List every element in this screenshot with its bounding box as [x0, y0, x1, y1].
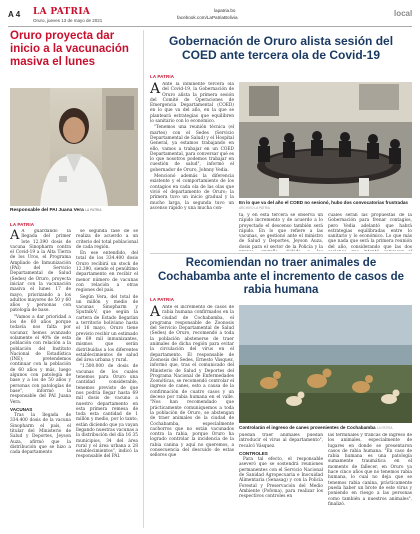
- rabia-col2-para-2: Para tal efecto, el responsable aseveró que se sostendrá reuniones permanentes con el Servicio Nacional de Sanidad Agropecuaria e Inocuidad Alimentaria (Senasag) y con la Policía Forestal y Preservación del Medio Ambiente (Pofoma), para realizar los respectivos controles en: [239, 457, 323, 500]
- left-column-2: [76, 229, 138, 529]
- coed-col1-para-2: "Tenemos una reunión técnica (el martes) con el Sedes (Servicio Departamental de Salud) y el Hospital General, ya estamos trabajando en ello, vamos a trabajar en un COED Departamental, para conversar qué es lo que nosotros podemos trabajar en cuestión de salud", informó el gobernador de Oruro, Johnny Vedia.: [150, 125, 234, 173]
- rabia-byline: LA PATRIA: [150, 297, 175, 302]
- left-photo-caption: Responsable del PAI Juana Vera LA PATRIA: [10, 208, 102, 213]
- section-label: local: [394, 9, 413, 18]
- coed-col1-para-3: Mencionó además la diferencia existente y el comportamiento de los contagios en cada ola de las olas que vivió el departamento de Oruro; la primera tuvo un inicio gradual y la mucho larga, la segunda tuvo un ascenso rápido y una mucha con-: [150, 174, 234, 211]
- person-illustration: [10, 88, 138, 206]
- controles-subtitle: CONTROLES: [239, 450, 268, 456]
- rabia-col1-text: Ante el incremento de casos de rabia humana confirmados en la ciudad de Cochabamba, el programa responsable de Zoonosis del Servicio Departamental de Salud (Sedes) de Oruro, recomendó a toda la población abstenerse de traer animales de dicha región para evitar la circulación del virus en el departamento. El responsable de Zoonosis del Sedes, Ernesto Vásquez, informó que, tras el comunicado del Ministerio de Salud y Deportes del Programa Nacional de Enfermedades Zoonóticas, se recomendó controlar el ingreso de canes, esto a causa de la confirmación de cuatro casos y un deceso por rabia humana en el valle. "Nos han recomendado que prácticamente comuniquemos a toda la población de Oruro, se abstengan de traer animales de la ciudad de Cochabamba, especialmente cachorros que no están vacunados contra la rabia, porque Oruro ha logrado controlar la incidencia de la rabia canina y aquí no queremos, a consecuencia del descuido de estas señores que: [150, 305, 234, 459]
- story-separator: [150, 253, 412, 254]
- left-col2-para-3: Según Vera, del total de un millón y medio de vacunas Sinopharm y Sputnik-V, que según la cartera de Estado llegarían a territorio boliviano hasta el 16 mayo, Oruro tiene previsto recibir un estimado de 69 mil inmunizantes, mismos que serán distribuidas a los diferentes establecimientos de salud del área urbana y rural.: [76, 294, 138, 364]
- coed-col1-para-1: Ante la inminente tercera ola del Covid-19, la Gobernación de Oruro alista la primera sesión del Comité de Operaciones de Emergencia Departamental (COED) en lo que va del año, en la que se planteará estrategias que equilibren lo sanitario con lo económico.: [150, 82, 234, 125]
- website-link[interactable]: lapatria.bo: [214, 8, 236, 13]
- meeting-illustration: [239, 82, 412, 198]
- page-number: A 4: [8, 10, 21, 19]
- rabia-headline: Recomiendan no traer animales de Cochabamba ante el incremento de casos de rabia humana: [157, 257, 405, 296]
- newspaper-logo: LA PATRIA: [33, 7, 91, 17]
- coed-column-1: A Ante la inminente tercera ola del Covid-19, la Gobernación de Oruro alista la primera sesión del Comité de Operaciones de Emergencia Departamental (COED) en lo que va del año, en la que se planteará estrategias que equilibren lo sanitario con lo económico. "Tenemos una reunión técnica (el martes) con el Sedes (Servicio Departamental de Salud) y el Hospital General, ya estamos trabajando en ello, vamos a trabajar en un COED Departamental, para conversar qué es lo que nosotros podemos trabajar en cuestión de salud", informó el gobernador de Oruro, Johnny Vedia. Mencionó además la diferencia existente y el comportamiento de los contagios en cada ola de las olas que vivió el departamento de Oruro; la primera tuvo un inicio gradual y la mucho larga, la segunda tuvo un ascenso rápido y una mucha con-: [150, 82, 234, 211]
- facebook-link[interactable]: facebook.com/LaPatriaBolivia: [177, 15, 238, 20]
- coed-headline: Gobernación de Oruro alista sesión del COED ante tercera ola de Covid-19: [168, 34, 394, 62]
- rabia-column-3: las terminales y trancas de ingreso de los animales, especialmente de lugares en donde se presentaron casos de rabia humana. "En caso de rabia humana es una patología sumamente traumática en el momento de fallecer, en Oruro ya hace cinco años que no tenemos rabia humana, lo cual no deja que se tenemos rabia canina, prácticamente pueda haber un brote de este virus y poniendo en riesgo a las personas como también a nuestros animales", finalizó.: [328, 433, 412, 507]
- coed-photo-credit: ARCHIVO LA PATRIA: [239, 206, 271, 210]
- vacunas-subtitle: VACUNAS: [10, 406, 33, 412]
- left-col2-para-1: se segunda fase de se realiza de acuerdo a un criterio del total poblacional de cada región.: [76, 229, 138, 250]
- coed-column-2: ta, y en esta tercera se observa un rápido incremento y de acuerdo a lo proyectado el descenso también será rápido. En lo que refiere a las vacunas, se gestionó ante el ministro de Salud y Deportes, Jeyson Auza, dosis para el sector de la Policía y la: [239, 213, 323, 250]
- juana-vera-photo: [10, 88, 138, 206]
- rabia-column-1: A Ante el incremento de casos de rabia humana confirmados en la ciudad de Cochabamba, el programa responsable de Zoonosis del Servicio Departamental de Salud (Sedes) de Oruro, recomendó a toda la población abstenerse de traer animales de dicha región para evitar la circulación del virus en el departamento. El responsable de Zoonosis del Sedes, Ernesto Vásquez, informó que, tras el comunicado del Ministerio de Salud y Deportes del Programa Nacional de Enfermedades Zoonóticas, se recomendó controlar el ingreso de canes, esto a causa de la confirmación de cuatro casos y un deceso por rabia humana en el valle. "Nos han recomendado que prácticamente comuniquemos a toda la población de Oruro, se abstengan de traer animales de la ciudad de Cochabamba, especialmente cachorros que no están vacunados contra la rabia, porque Oruro ha logrado controlar la incidencia de la rabia canina y aquí no queremos, a consecuencia del descuido de estas señores que: [150, 305, 234, 459]
- left-headline: Oruro proyecta dar inicio a la vacunación masiva el lunes: [10, 30, 129, 68]
- left-col1-para-2: "Vamos a dar prioridad a los de 60 años porque todavía nos falta por vacunar, hemos avanzado solamente el 40% de esta población con relación a la población del Instituto Nacional de Estadística (INE); pretendemos continuar con la población de 60 años y más, luego algunos con patología de base y a los de 50 años y personas con patologías de base", informó la responsable del PAI Juana Vera.: [10, 314, 71, 405]
- dogs-illustration: [239, 305, 412, 423]
- date-line: Oruro, jueves 13 de mayo de 2021: [33, 18, 103, 23]
- left-byline: LA PATRIA: [10, 222, 35, 227]
- coed-byline: LA PATRIA: [150, 74, 175, 79]
- header-rule: [8, 26, 412, 27]
- coed-meeting-photo: [239, 82, 412, 198]
- coed-column-3: cuáles serán las propuestas de la Gobernación para frenar contagios, pero Vedia adelantó que habrá estrategias equilibradas entre lo sanitario y lo económico. Lo que más que nada que será la primera reunión del año, considerando que las dos: [328, 213, 412, 250]
- left-col2-para-2: En ese entendido, del total de los 334.400 dosis Oruro recibirá un stock de 12.390, siendo el penúltimo departamento en recibir el menor número de vacunas con relación a otras regiones del país.: [76, 251, 138, 294]
- column-divider: [143, 30, 144, 528]
- left-column-1: A A guardando la llegada del primer lote 12.390 dosis de vacuna Sinopharm contra el Covid-19 a la Alta Tierra de los Uros, el Programa Ampliado de Inmunización (PAI) del Servicio Departamental de Salud (Sedes) de Oruro, proyecta iniciar con la vacunación masiva el lunes 17 de mayo, priorizando a los adultos mayores de 50 y 60 años y personas con patología de base. "Vamos a dar prioridad a los de 60 años porque todavía nos falta por vacunar, hemos avanzado solamente el 40% de esta población con relación a la población del Instituto Nacional de Estadística (INE); pretendemos continuar con la población de 60 años y más, luego algunos con patología de base y a los de 50 años y personas con patologías de base", informó la responsable del PAI Juana Vera. VACUNAS Tras la llegada de 334.400 dosis de la vacuna Sinopharm el país, el titular del Ministerio de Salud y Deportes, Jeyson Auza, afirmó que la distribución que se hizo a cada departamento: [10, 229, 71, 456]
- rabia-column-2: [239, 433, 323, 529]
- dogs-photo-caption: Controlarán el ingreso de canes provenientes de Cochabamba LA PATRIA: [239, 425, 393, 430]
- coed-photo-caption: En lo que va del año el COED no sesionó, hubo dos convocatorias frustradas: [239, 200, 408, 205]
- left-col2-para-4: "1.500.000 de dosis de vacunas de los cuales tenemos para Oruro una cantidad considerable, tenemos previsto de que nos podría llegar hasta 69 mil dosis de vacuna a nuestro departamento en esta primera remesa de toda esta cantidad de 1 millón y medio, por lo tanto, están diciendo que ya vayan llegando nuestras vacunas a la distribución del día 16 35 municipios, 34 del área rural y el área urbana a 28 establecimientos", indicó la responsable del PAI.: [76, 364, 138, 460]
- left-col1-para-3: Tras la llegada de 334.400 dosis de la vacuna Sinopharm el país, el titular del Ministerio de Salud y Deportes, Jeyson Auza, afirmó que la distribución que se hizo a cada departamento: [10, 413, 71, 456]
- left-col1-para-1: A guardando la llegada del primer lote 12.390 dosis de vacuna Sinopharm contra el Covid-19 a la Alta Tierra de los Uros, el Programa Ampliado de Inmunización (PAI) del Servicio Departamental de Salud (Sedes) de Oruro, proyecta iniciar con la vacunación masiva el lunes 17 de mayo, priorizando a los adultos mayores de 50 y 60 años y personas con patología de base.: [10, 229, 71, 314]
- rabia-col2-para-1: puedan traer animales puedan introducir el virus al departamento", recalcó Vásquez.: [239, 433, 323, 449]
- dogs-photo: [239, 305, 412, 423]
